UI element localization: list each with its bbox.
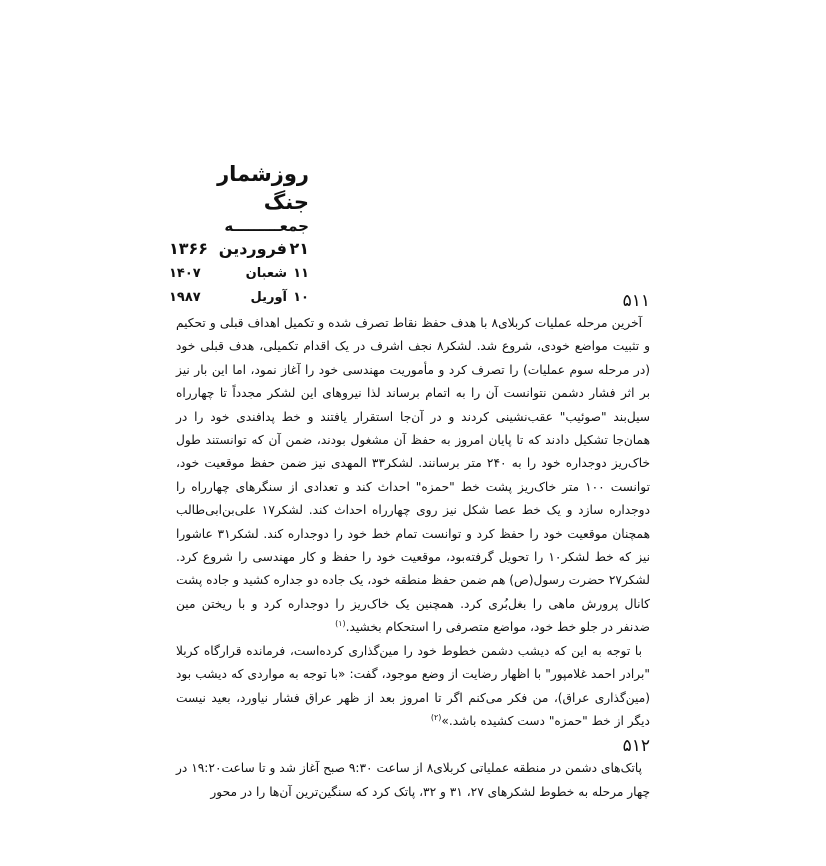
- date-day: ۱۰: [293, 290, 309, 305]
- date-day: ۱۱: [293, 266, 309, 281]
- paragraph: [176, 312, 650, 640]
- date-day: ۲۱: [289, 239, 309, 258]
- paragraph: [176, 757, 650, 804]
- weekday-label: جمعـــــــــه: [224, 217, 309, 235]
- date-month: شعبان: [245, 266, 287, 281]
- date-year: ۱۴۰۷: [169, 266, 201, 281]
- date-year: ۱۹۸۷: [169, 290, 201, 305]
- paragraph: [176, 640, 650, 734]
- date-month: فروردین: [218, 239, 287, 258]
- entry-number: ۵۱۲: [622, 736, 650, 757]
- paragraph-text: پاتک‌های دشمن در منطقه عملیاتی کربلای۸ از ساعت ۹:۳۰ صبح آغاز شد و تا ساعت۱۹:۲۰ در چهار مرحله به خطوط لشکرهای ۲۷، ۳۱ و ۳۲، پاتک کرد که سنگین‌ترین آن‌ها را در محور: [176, 761, 650, 799]
- footnote-marker: (۲): [430, 712, 442, 722]
- date-month: آوریل: [250, 290, 287, 305]
- document-body: [176, 288, 650, 804]
- book-title: روزشمار جنگ: [217, 162, 309, 214]
- date-year: ۱۳۶۶: [169, 239, 209, 258]
- paragraph-text: آخرین مرحله عملیات کربلای۸ با هدف حفظ نقاط تصرف شده و تکمیل اهداف قبلی و تحکیم و تثبیت مواضع خودی، شروع شد. لشکر۸ نجف اشرف در یک اقدام تکمیلی، هدف قبلی خود (در مرحله سوم عملیات) را تصرف کرد و مأموریت مهندسی خود را آغاز نمود، اما این بار نیز بر اثر فشار دشمن نتوانست آن را به اتمام برساند لذا نیروهای این لشکر مجدداً تا چهارراه سیل‌بند "صوئیب" عقب‌نشینی کردند و در آن‌جا استقرار یافتند و خط پدافندی خود را در همان‌جا تشکیل دادند که تا پایان امروز به حفظ آن مشغول بودند، ضمن آن که توانستند طول خاک‌ریز دوجداره خود را به ۲۴۰ متر برسانند. لشکر۳۳ المهدی نیز ضمن حفظ موقعیت خود، توانست ۱۰۰ متر خاک‌ریز پشت خط "حمزه" احداث کند و تعدادی از سنگرهای چهارراه را دوجداره سازد و یک خط عصا شکل نیز روی چهارراه احداث کند. لشکر۱۷ علی‌بن‌ابی‌طالب همچنان موقعیت خود را حفظ کرد و توانست تمام خط خود را دوجداره کند. لشکر۳۱ عاشورا نیز که خط لشکر۱۰ را تحویل گرفته‌بود، موقعیت خود را حفظ و کار مهندسی را شروع کرد. لشکر۲۷ حضرت رسول(ص) هم ضمن حفظ منطقه خود، یک جاده دو جداره کشید و جاده پشت کانال پرورش ماهی را بغل‌بُری کرد. همچنین یک خاک‌ریز را دوجداره کرد و با ریختن مین ضدنفر در جلو خط خود، مواضع متصرفی را استحکام بخشید.: [176, 316, 651, 635]
- date-row-solar: [169, 236, 309, 262]
- date-row-lunar: [169, 262, 309, 286]
- entry-number: ۵۱۱: [622, 291, 650, 311]
- paragraph-text: با توجه به این که دیشب دشمن خطوط خود را مین‌گذاری کرده‌است، فرمانده قرارگاه کربلا "برادر احمد غلامپور" با اظهار رضایت از وضع موجود، گفت: «با توجه به مواردی که دیشب بود (مین‌گذاری عراق)، من فکر می‌کنم اگر تا امروز بعد از ظهر عراق فشار نیاورد، بعید نیست دیگر از خط "حمزه" دست کشیده باشد.»: [176, 643, 650, 728]
- footnote-marker: (۱): [335, 619, 346, 629]
